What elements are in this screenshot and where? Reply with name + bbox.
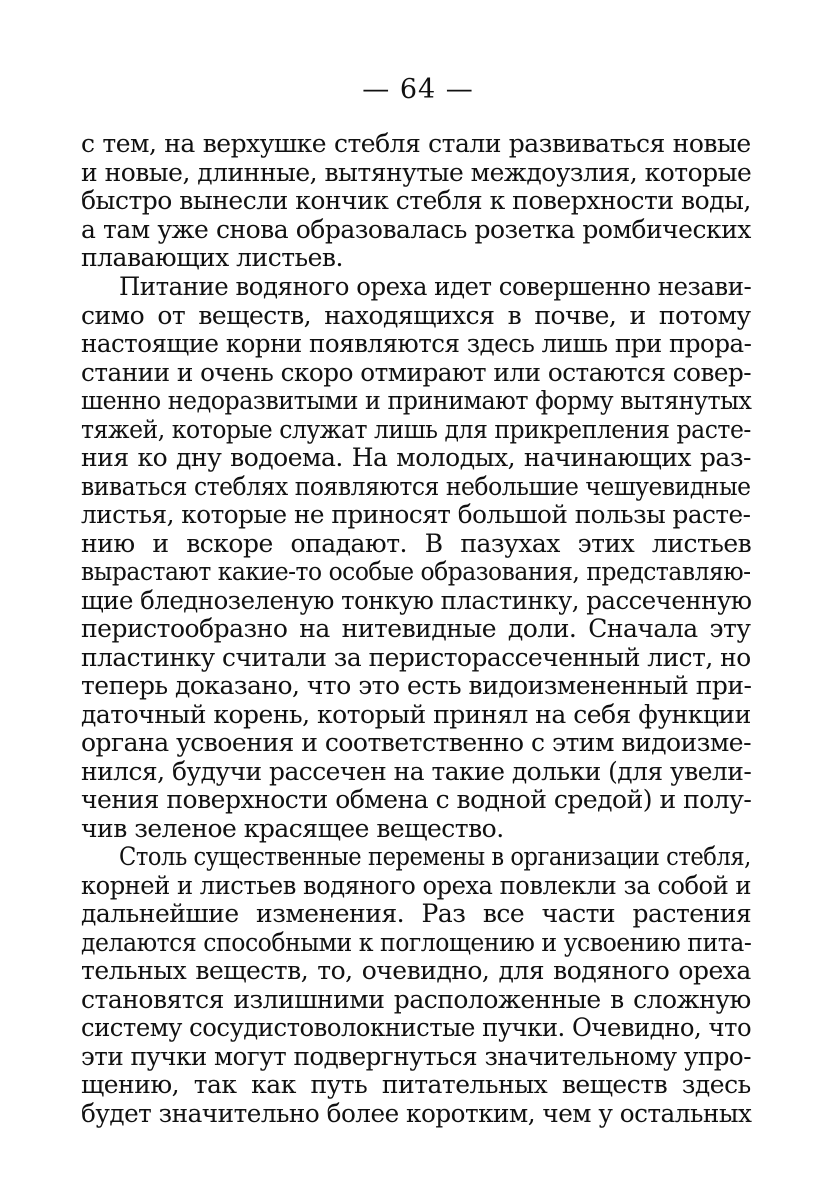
text-line	[81, 187, 751, 216]
line-words: корней и листьев водяного ореха повлекли за собой и	[81, 870, 752, 900]
text-line	[81, 843, 751, 872]
line-words: симо от веществ, находящихся в почве, и потому	[81, 300, 751, 330]
line-words: нию и вскоре опадают. В пазухах этих листьев	[81, 528, 752, 558]
line-words: эти пучки могут подвергнуться значительному упро-	[81, 1041, 752, 1071]
text-line	[81, 872, 751, 901]
line-words: делаются способными к поглощению и усвоению пита-	[81, 927, 752, 957]
text-line	[81, 758, 751, 787]
line-words: пластинку считали за перисторассеченный лист, но	[81, 642, 751, 672]
line-words: виваться стеблях появляются небольшие чешуевидные	[81, 471, 751, 501]
paragraph-3	[81, 843, 751, 1128]
line-words: систему сосудистоволокнистые пучки. Очевидно, что	[81, 1013, 752, 1042]
text-line	[81, 558, 751, 587]
line-words: тельных веществ, то, очевидно, для водяного ореха	[81, 956, 751, 985]
line-words: шенно недоразвитыми и принимают форму вытянутых	[81, 386, 752, 415]
text-line	[81, 216, 751, 245]
text-line	[81, 473, 751, 502]
line-words: Питание водяного ореха идет совершенно незави-	[119, 272, 752, 301]
text-line	[81, 1100, 751, 1129]
line-words: нился, будучи рассечен на такие дольки (для увели-	[81, 756, 752, 786]
text-line	[81, 701, 751, 730]
line-words: плавающих листьев.	[81, 243, 343, 272]
text-line	[81, 1071, 751, 1100]
line-words: а там уже снова образовалась розетка ромбических	[81, 214, 751, 244]
line-words: чив зеленое красящее вещество.	[81, 813, 504, 843]
line-words: листья, которые не приносят большой пользы расте-	[81, 500, 751, 529]
line-words: перистообразно на нитевидные доли. Сначала эту	[81, 614, 751, 643]
text-line	[81, 159, 751, 188]
line-words: и новые, длинные, вытянутые междоузлия, которые	[81, 157, 752, 187]
text-line	[81, 1014, 751, 1043]
line-words: органа усвоения и соответственно с этим видоизме-	[81, 728, 752, 757]
line-words: с тем, на верхушке стебля стали развиваться новые	[81, 129, 751, 158]
text-line	[81, 416, 751, 445]
line-words: вырастают какие-то особые образования, представляю-	[81, 557, 751, 586]
text-line	[81, 815, 751, 844]
text-line	[81, 444, 751, 473]
line-words: щению, так как путь питательных веществ здесь	[81, 1070, 751, 1099]
line-words: Столь существенные перемены в организации стебля,	[119, 842, 751, 871]
text-line	[81, 1043, 751, 1072]
text-line	[81, 387, 751, 416]
line-words: быстро вынесли кончик стебля к поверхности воды,	[81, 186, 751, 215]
text-line	[81, 900, 751, 929]
line-words: ния ко дну водоема. На молодых, начинающих раз-	[81, 443, 751, 472]
paragraph-1	[81, 130, 751, 273]
text-line	[81, 986, 751, 1015]
text-line	[81, 587, 751, 616]
line-words: теперь доказано, что это есть видоизмененный при-	[81, 671, 752, 700]
text-line	[81, 929, 751, 958]
line-words: становятся излишними расположенные в сложную	[81, 984, 751, 1014]
text-line	[81, 672, 751, 701]
text-line	[81, 359, 751, 388]
page-number: — 64 —	[362, 74, 474, 105]
paragraph-2	[81, 273, 751, 843]
line-words: тяжей, которые служат лишь для прикрепления расте-	[81, 414, 751, 444]
line-words: даточный корень, который принял на себя функции	[81, 699, 751, 729]
text-line	[81, 644, 751, 673]
text-line	[81, 130, 751, 159]
line-words: чения поверхности обмена с водной средой) и полу-	[81, 785, 752, 814]
text-line	[81, 273, 751, 302]
text-line	[81, 244, 751, 273]
line-words: настоящие корни появляются здесь лишь при прора-	[81, 329, 752, 358]
text-line	[81, 330, 751, 359]
text-line	[81, 501, 751, 530]
text-line	[81, 530, 751, 559]
text-line	[81, 957, 751, 986]
line-words: будет значительно более коротким, чем у остальных	[81, 1098, 752, 1128]
line-words: дальнейшие изменения. Раз все части растения	[81, 899, 752, 928]
text-line	[81, 615, 751, 644]
text-line	[81, 729, 751, 758]
line-words: стании и очень скоро отмирают или остаются совер-	[81, 357, 752, 387]
text-line	[81, 302, 751, 331]
text-line	[81, 786, 751, 815]
line-words: щие бледнозеленую тонкую пластинку, рассеченную	[81, 585, 752, 615]
